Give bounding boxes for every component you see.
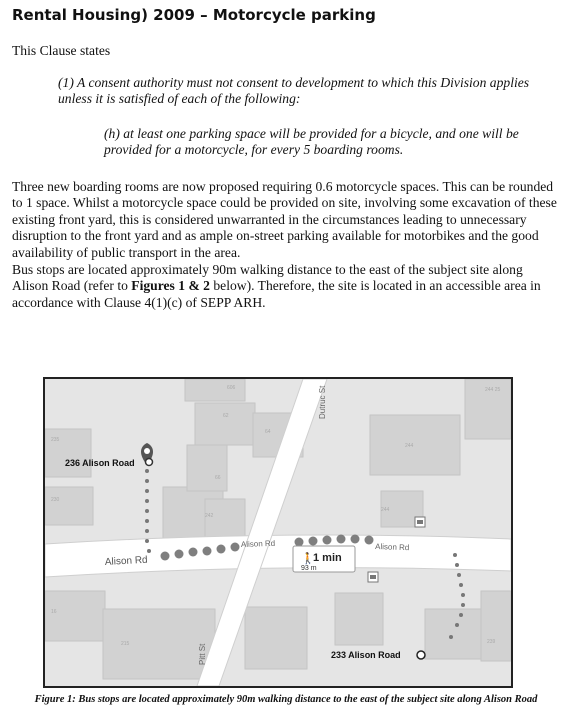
bus-stop-icon [368, 572, 378, 582]
intro-text: This Clause states [12, 43, 111, 58]
svg-text:244: 244 [405, 443, 414, 449]
street-label-pitt: Pitt St [198, 643, 207, 665]
motorcycle-paragraph: Three new boarding rooms are now proposed requiring 0.6 motorcycle spaces. This can be rounded to 1 space. Whilst a motorcycle space could be provided on site, involving some excavation of these existing front yard, this is considered unwarranted in the circumstances leading to unnecessary disruption to the front yard and as ample on-street parking available for motorbikes and the good availability of public transport in the area. [12, 179, 557, 260]
paragraph-text: Bus stops are located approximately 90m walking distance to the east of the subject site along Alison Road (refer to [12, 262, 523, 294]
origin-address-label: 236 Alison Road [65, 458, 135, 468]
bus-stop-icon [415, 517, 425, 527]
walking-person-icon: 🚶 [301, 553, 315, 565]
origin-marker [146, 459, 153, 466]
svg-text:215: 215 [121, 641, 130, 647]
street-label-dutruc: Dutruc St [318, 385, 327, 419]
svg-text:239: 239 [487, 639, 496, 645]
figure-reference: Figures 1 & 2 [131, 278, 210, 294]
destination-marker [417, 651, 425, 659]
bus-stop-paragraph [12, 262, 560, 311]
svg-text:16: 16 [51, 609, 57, 615]
svg-text:244: 244 [381, 507, 390, 513]
clause-subquote: (h) at least one parking space will be provided for a bicycle, and one will be provided for a motorcycle, for every 5 boarding rooms. [104, 126, 519, 158]
destination-address-label: 233 Alison Road [331, 650, 401, 660]
walk-time: 1 min [313, 552, 342, 564]
svg-text:244 25: 244 25 [485, 387, 501, 393]
svg-text:62: 62 [223, 413, 229, 419]
street-label-alison: Alison Rd [104, 554, 148, 568]
figure-caption: Figure 1: Bus stops are located approximately 90m walking distance to the east of the subject site along Alison Road [34, 694, 538, 705]
svg-text:606: 606 [227, 385, 236, 391]
street-label-alison: Alison Rd [374, 542, 410, 553]
svg-text:242: 242 [205, 513, 214, 519]
paragraph-text: below). Therefore, the site is located in an accessible area in accordance with Clause 4(1)(c) of SEPP ARH. [12, 278, 541, 310]
clause-quote: (1) A consent authority must not consent to development to which this Division applies unless it is satisfied of each of the following: [58, 75, 530, 107]
street-label-alison: Alison Rd [240, 538, 276, 549]
walk-distance: 93 m [301, 565, 317, 572]
walk-time-bubble [293, 546, 355, 572]
svg-text:230: 230 [51, 497, 60, 503]
svg-text:235: 235 [51, 437, 60, 443]
svg-text:66: 66 [215, 475, 221, 481]
location-map [43, 377, 513, 688]
svg-text:64: 64 [265, 429, 271, 435]
section-heading: Rental Housing) 2009 – Motorcycle parking [12, 6, 376, 24]
